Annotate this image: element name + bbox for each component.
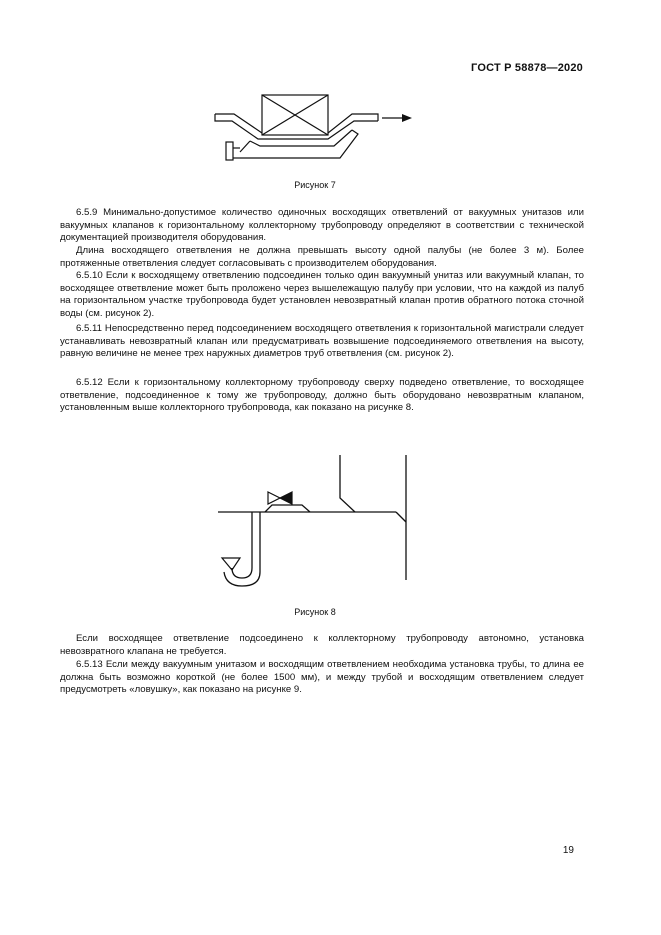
paragraph-6-5-12: 6.5.12 Если к горизонтальному коллекторному трубопроводу сверху подведено ответвление, то восходящее ответвление, подсоединенное к тому же трубопроводу, должно быть оборудовано невозвратным клапаном, установленным выше коллекторного трубопровода, как показано на рисунке 8. <box>60 377 584 414</box>
paragraph-length: Длина восходящего ответвления не должна превышать высоту одной палубы (не более 3 м). Более протяженные ответвления следует согласовывать с производителем оборудования. <box>60 245 584 269</box>
page-number: 19 <box>562 845 574 856</box>
figure-8-diagram <box>210 450 420 590</box>
valve-box-icon <box>262 95 328 135</box>
pipe-lines <box>218 455 406 586</box>
paragraph-6-5-11: 6.5.11 Непосредственно перед подсоединением восходящего ответвления к горизонтальной магистрали следует устанавливать невозвратный клапан или предусматривать возвышение подсоединяемого ответвления на высоту, равную величине не менее трех наружных диаметров труб ответвления (см. рисунок 2). <box>60 323 584 360</box>
figure-7-caption: Рисунок 7 <box>294 180 336 190</box>
paragraph-autonomous: Если восходящее ответвление подсоединено к коллекторному трубопроводу автономно, установка невозвратного клапана не требуется. <box>60 633 584 657</box>
inlet-funnel-icon <box>222 558 240 570</box>
paragraph-6-5-13: 6.5.13 Если между вакуумным унитазом и восходящим ответвлением необходима установка трубы, то длина ее должна быть возможно короткой (не более 1500 мм), и между трубой и восходящим ответвлением следует предусмотреть «ловушку», как показано на рисунке 9. <box>60 659 584 696</box>
pipe-double-line <box>215 114 378 160</box>
document-header: ГОСТ Р 58878—2020 <box>471 62 583 74</box>
figure-7-diagram <box>210 90 420 170</box>
check-valve-icon <box>268 492 292 504</box>
paragraph-6-5-10: 6.5.10 Если к восходящему ответвлению подсоединен только один вакуумный унитаз или вакуумный клапан, то восходящее ответвление может быть проложено через вышележащую палубу при условии, что на каждой из палуб на горизонтальном участке трубопровода будет установлен невозвратный клапан против обратного потока сточной воды (см. рисунок 2). <box>60 270 584 319</box>
figure-8-caption: Рисунок 8 <box>294 607 336 617</box>
paragraph-6-5-9: 6.5.9 Минимально-допустимое количество одиночных восходящих ответвлений от вакуумных унитазов или вакуумных клапанов к горизонтальному коллекторному трубопроводу определяют в соответствии с технической документацией производителя оборудования. <box>60 207 584 244</box>
flow-arrow-icon <box>382 114 412 122</box>
